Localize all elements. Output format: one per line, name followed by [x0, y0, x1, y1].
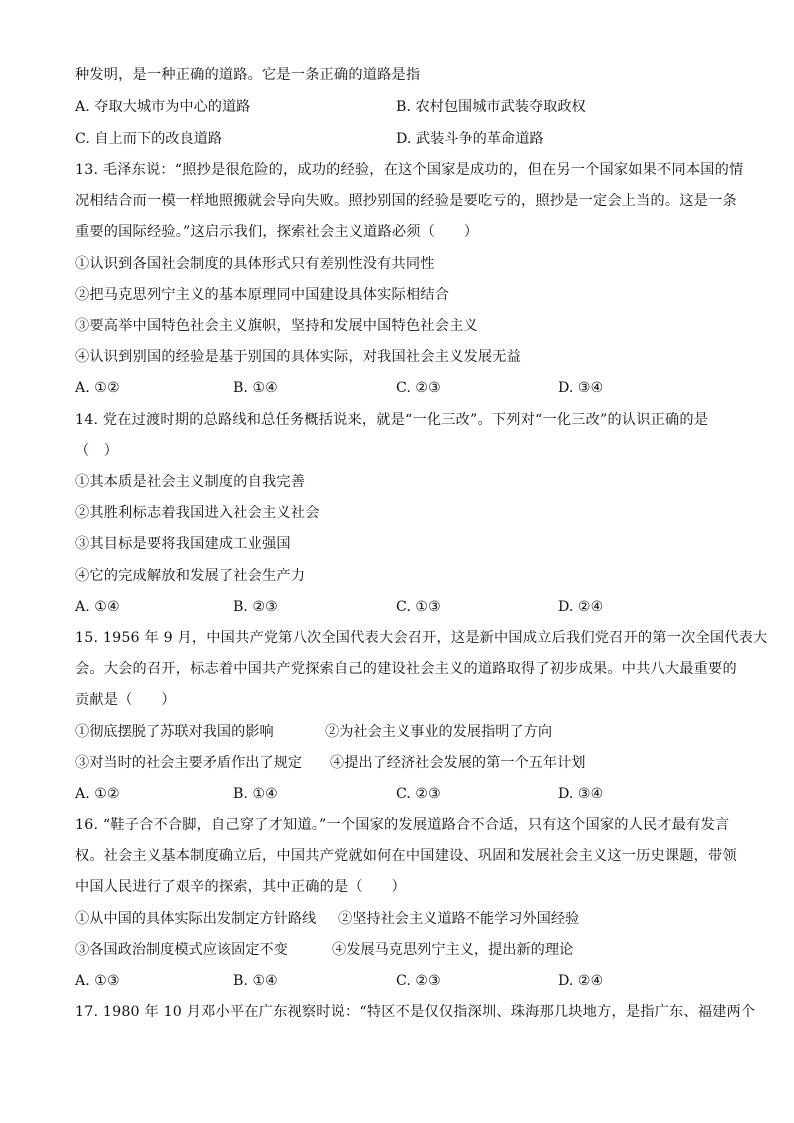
q13-statement-2: ②把马克思列宁主义的基本原理同中国建设具体实际相结合 [75, 287, 450, 303]
q13-statement-1: ①认识到各国社会制度的具体形式只有差别性没有共同性 [75, 256, 435, 272]
question-12-stem-tail: 种发明，是一种正确的道路。它是一条正确的道路是指 [75, 67, 421, 83]
q16-statement-1: ①从中国的具体实际出发制定方针路线 [75, 911, 317, 927]
q14-option-c: C. ①③ [396, 599, 441, 615]
q13-statement-3: ③要高举中国特色社会主义旗帜，坚持和发展中国特色社会主义 [75, 318, 478, 334]
q16-stem-line1: 16. “鞋子合不合脚，自己穿了才知道。”一个国家的发展道路合不合适，只有这个国家的人民才最有发言 [75, 817, 730, 833]
q16-option-a: A. ①③ [75, 973, 120, 989]
q15-statement-4: ④提出了经济社会发展的第一个五年计划 [330, 755, 586, 771]
q14-option-d: D. ②④ [558, 599, 604, 615]
q14-stem-line2: （ ） [75, 443, 119, 459]
q14-option-a: A. ①④ [75, 599, 120, 615]
q13-stem-line2: 况相结合而一模一样地照搬就会导向失败。照抄别国的经验是要吃亏的，照抄是一定会上当的。这是一条 [75, 193, 737, 209]
q16-statement-2: ②坚持社会主义道路不能学习外国经验 [338, 911, 580, 927]
q13-option-c: C. ②③ [396, 380, 441, 396]
q17-stem-line1: 17. 1980 年 10 月邓小平在广东视察时说：“特区不是仅仅指深圳、珠海那几块地方，是指广东、福建两个 [75, 1004, 756, 1020]
q16-statement-3: ③各国政治制度模式应该固定不变 [75, 942, 288, 958]
q16-option-d: D. ②④ [558, 973, 604, 989]
q14-stem-line1: 14. 党在过渡时期的总路线和总任务概括说来，就是“一化三改”。下列对“一化三改”的认识正确的是 [75, 412, 709, 428]
q15-option-c: C. ②③ [396, 786, 441, 802]
q15-option-d: D. ③④ [558, 786, 604, 802]
q15-option-a: A. ①② [75, 786, 120, 802]
q16-statement-4: ④发展马克思列宁主义，提出新的理论 [332, 942, 574, 958]
q13-option-a: A. ①② [75, 380, 120, 396]
q12-option-b: B. 农村包围城市武装夺取政权 [396, 99, 586, 115]
q14-statement-4: ④它的完成解放和发展了社会生产力 [75, 568, 306, 584]
q15-statement-3: ③对当时的社会主要矛盾作出了规定 [75, 755, 303, 771]
q14-option-b: B. ②③ [233, 599, 278, 615]
q14-statement-2: ②其胜利标志着我国进入社会主义社会 [75, 505, 320, 521]
q13-option-b: B. ①④ [233, 380, 278, 396]
q13-stem-line1: 13. 毛泽东说：“照抄是很危险的，成功的经验，在这个国家是成功的，但在另一个国家如果不同本国的情 [75, 162, 744, 178]
q15-statement-2: ②为社会主义事业的发展指明了方向 [325, 724, 553, 740]
q12-option-d: D. 武装斗争的革命道路 [396, 131, 544, 147]
q15-statement-1: ①彻底摆脱了苏联对我国的影响 [75, 724, 274, 740]
q15-stem-line3: 贡献是（ ） [75, 692, 176, 708]
q16-stem-line2: 权。社会主义基本制度确立后，中国共产党就如何在中国建设、巩固和发展社会主义这一历史课题，带领 [75, 848, 737, 864]
q15-stem-line2: 会。大会的召开，标志着中国共产党探索自己的建设社会主义的道路取得了初步成果。中共八大最重要的 [75, 661, 737, 677]
q16-option-c: C. ②③ [396, 973, 441, 989]
q14-statement-3: ③其目标是要将我国建成工业强国 [75, 536, 291, 552]
q14-statement-1: ①其本质是社会主义制度的自我完善 [75, 474, 306, 490]
q16-stem-line3: 中国人民进行了艰辛的探索，其中正确的是（ ） [75, 879, 406, 895]
q15-option-b: B. ①④ [233, 786, 278, 802]
q13-option-d: D. ③④ [558, 380, 604, 396]
q15-stem-line1: 15. 1956 年 9 月，中国共产党第八次全国代表大会召开，这是新中国成立后我们党召开的第一次全国代表大 [75, 630, 768, 646]
q13-stem-line3: 重要的国际经验。”这启示我们，探索社会主义道路必须（ ） [75, 224, 479, 240]
q12-option-c: C. 自上而下的改良道路 [75, 131, 223, 147]
q16-option-b: B. ①④ [233, 973, 278, 989]
q13-statement-4: ④认识到别国的经验是基于别国的具体实际，对我国社会主义发展无益 [75, 349, 522, 365]
q12-option-a: A. 夺取大城市为中心的道路 [75, 99, 251, 115]
